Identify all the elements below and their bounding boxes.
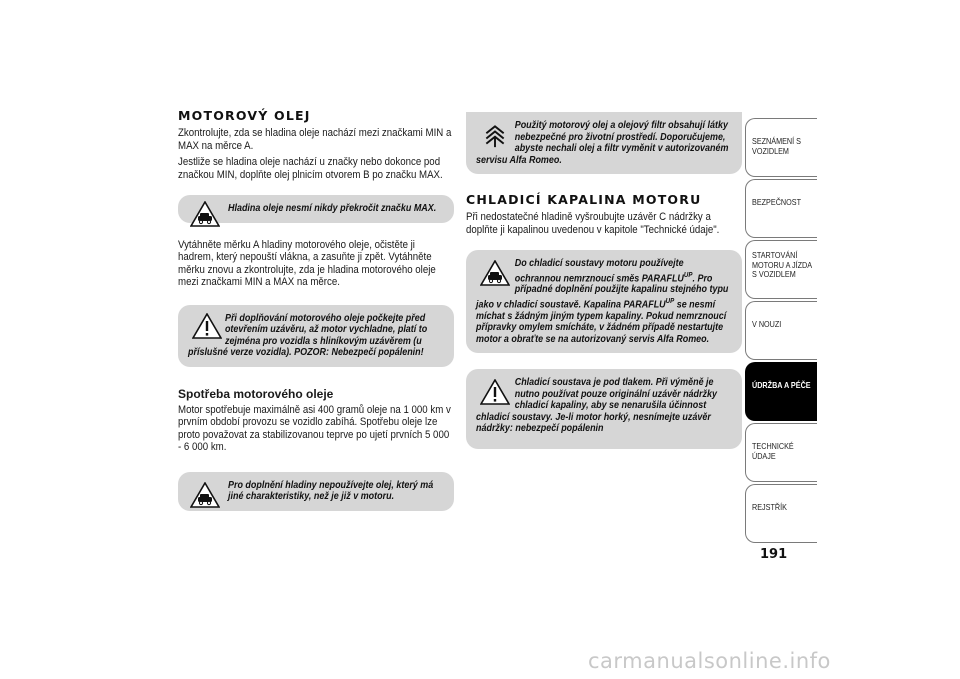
note-text: Do chladicí soustavy motoru používejte ochrannou nemrznoucí směs $PARAFLU^{UP}$. Pro případné doplnění použijte kapalinu stejného typu jako v chladicí soustavě. Kapalina $PARAFLU^{UP}$ se nesmí míchat s žádným jiným typem kapaliny. Pokud nemrznoucí přípravky omylem smícháte, v žádném případě nestartujte motor a obraťte se na autorizovaný servis Alfa Romeo. xyxy=(476,258,729,345)
paragraph: Zkontrolujte, zda se hladina oleje nachází mezi značkami MIN a MAX na měrce A. xyxy=(178,127,452,152)
section-title-coolant: CHLADICÍ KAPALINA MOTORU xyxy=(466,192,702,207)
paragraph: Motor spotřebuje maximálně asi 400 gramů oleje na 1 000 km v prvním období provozu se vozidlo zabíhá. Spotřebu oleje lze proto považovat za stabilizovanou teprve po ujetí prvních 5 000 - 6 000 km. xyxy=(178,403,451,453)
tab-technicke-udaje[interactable]: TECHNICKÉ ÚDAJE xyxy=(745,423,817,482)
right-column xyxy=(466,112,742,465)
tab-startovani[interactable]: STARTOVÁNÍ MOTORU A JÍZDA S VOZIDLEM xyxy=(745,240,817,299)
car-icon xyxy=(190,201,220,227)
note-warning-pressure xyxy=(466,369,742,449)
note-warning xyxy=(178,305,454,367)
car-icon xyxy=(190,482,220,508)
note-text: Pro doplnění hladiny nepoužívejte olej, který má jiné charakteristiky, než je již v motoru. xyxy=(228,479,434,502)
note-text: Hladina oleje nesmí nikdy překročit značku MAX. xyxy=(228,203,437,214)
note-car-icon xyxy=(178,195,454,223)
note-car-icon xyxy=(178,472,454,511)
section-title-engine-oil: MOTOROVÝ OLEJ xyxy=(178,108,311,123)
left-column xyxy=(178,108,454,527)
note-text: Použitý motorový olej a olejový filtr obsahují látky nebezpečné pro životní prostředí. Doporučujeme, abyste nechali olej a filtr vyměnit v autorizovaném servisu Alfa Romeo. xyxy=(476,120,729,166)
note-environment xyxy=(466,112,742,174)
tab-v-nouzi[interactable]: V NOUZI xyxy=(745,301,817,360)
note-car-coolant xyxy=(466,250,742,353)
tab-bezpecnost[interactable]: BEZPEČNOST xyxy=(745,179,817,238)
watermark: carmanualsonline.info xyxy=(588,649,831,673)
note-text: Při doplňování motorového oleje počkejte před otevřením uzávěru, až motor vychladne, platí to zejména pro vozidla s hliníkovým uzávěrem (u příslušné verze vozidla). POZOR: Nebezpečí popálenin! xyxy=(188,312,428,358)
tab-udrzba-active[interactable]: ÚDRŽBA A PÉČE xyxy=(745,362,817,421)
chapter-tabs xyxy=(745,118,817,545)
page-number: 191 xyxy=(760,547,788,562)
tab-seznameni[interactable]: SEZNÁMENÍ S VOZIDLEM xyxy=(745,118,817,177)
tab-rejstrik[interactable]: REJSTŘÍK xyxy=(745,484,817,543)
note-text: Chladicí soustava je pod tlakem. Při výměně je nutno používat pouze originální uzávěr nádržky chladicí kapaliny, aby se nenarušila účinnost chladicí soustavy. Je-li motor horký, nesnímejte uzávěr nádržky: nebezpečí popálenin xyxy=(476,377,717,435)
paragraph: Při nedostatečné hladině vyšroubujte uzávěr C nádržky a doplňte ji kapalinou uvedenou v kapitole "Technické údaje". xyxy=(466,211,720,236)
paragraph: Vytáhněte měrku A hladiny motorového oleje, očistěte ji hadrem, který nepouští vlákna, a zasuňte ji zpět. Vytáhněte měrku znovu a zkontrolujte, zda je hladina motorového oleje mezi značkami MIN a MAX na měrce. xyxy=(178,238,436,288)
subtitle-oil-consumption: Spotřeba motorového oleje xyxy=(178,386,334,401)
paragraph: Jestliže se hladina oleje nachází u značky nebo dokonce pod značkou MIN, doplňte olej plnicím otvorem B po značku MAX. xyxy=(178,156,443,181)
